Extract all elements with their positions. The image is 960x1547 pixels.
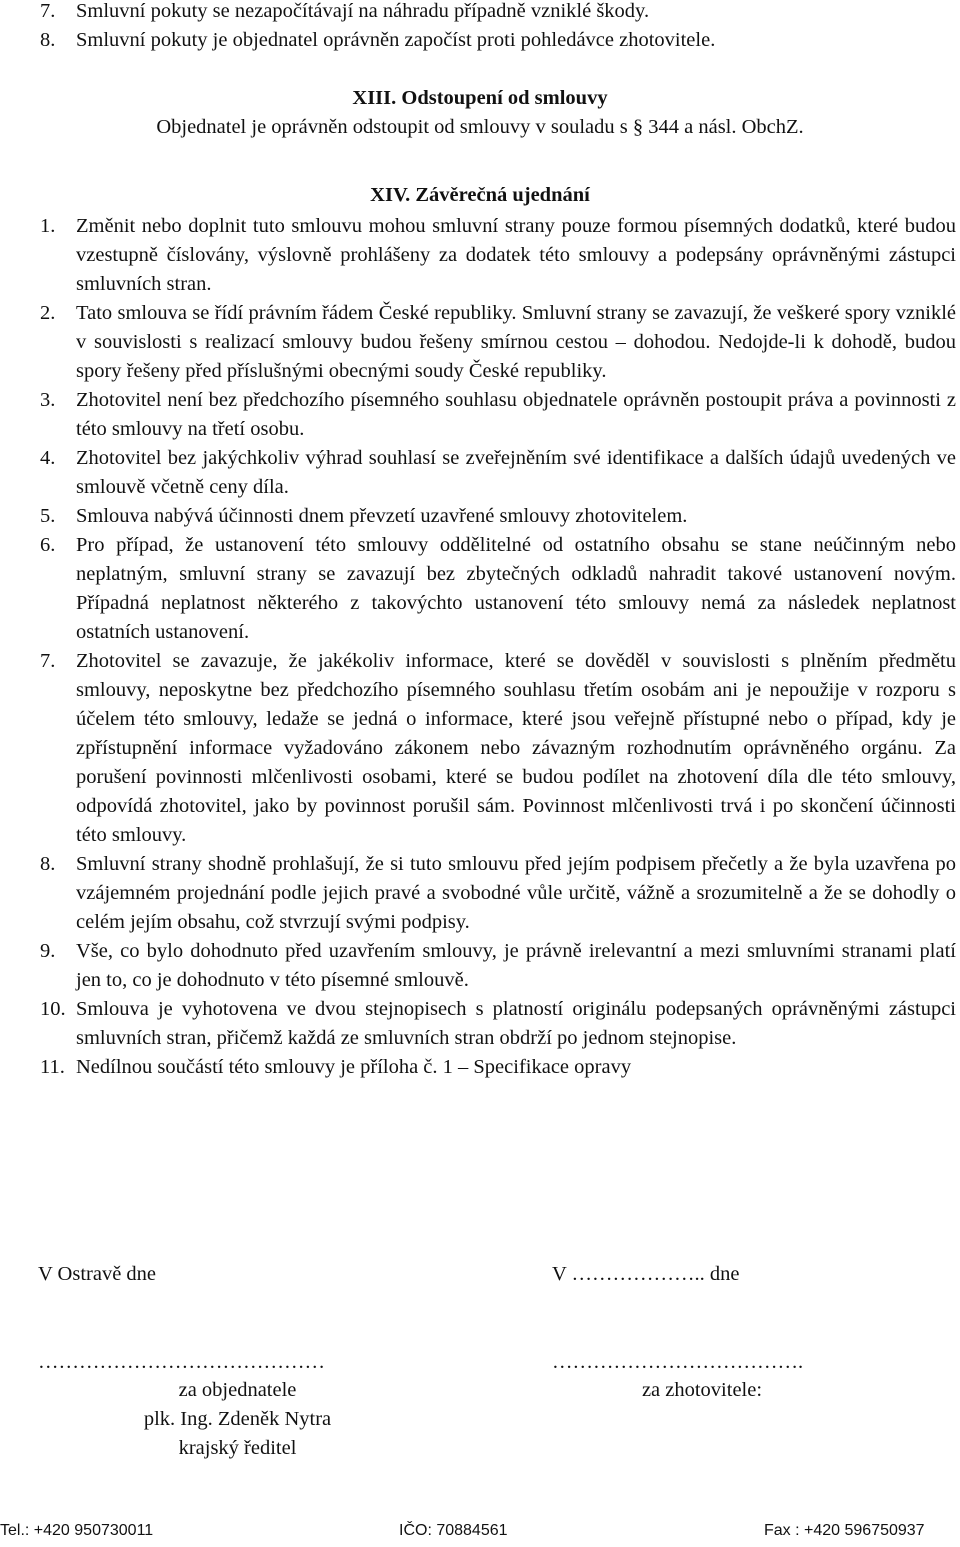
list-item (40, 995, 956, 1053)
item-number: 3. (40, 389, 56, 411)
item-text: Vše, co bylo dohodnuto před uzavřením smlouvy, je právně irelevantní a mezi smluvními stranami platí jen to, co je dohodnuto v této písemné smlouvě. (76, 940, 956, 991)
left-signature-line: …………………………………… (38, 1351, 325, 1373)
item-number: 8. (40, 853, 56, 875)
list-item (40, 937, 956, 995)
item-text: Tato smlouva se řídí právním řádem České republiky. Smluvní strany se zavazují, že veškeré spory vzniklé v souvislosti s realizací smlouvy budou řešeny smírnou cestou – dohodou. Nedojde-li k dohodě, budou spory řešeny před příslušnými obecnými soudy České republiky. (76, 302, 956, 382)
item-text: Nedílnou součástí této smlouvy je příloha č. 1 – Specifikace opravy (76, 1056, 632, 1078)
list-item (40, 1053, 956, 1082)
item-text: Změnit nebo doplnit tuto smlouvu mohou smluvní strany pouze formou písemných dodatků, které budou vzestupně číslovány, výslovně prohlášeny za dodatek této smlouvy a podepsány oprávněnými zástupci smluvních stran. (76, 215, 956, 295)
list-item (40, 444, 956, 502)
item-text: Smlouva nabývá účinnosti dnem převzetí uzavřené smlouvy zhotovitelem. (76, 505, 688, 527)
item-text: Pro případ, že ustanovení této smlouvy oddělitelné od ostatního obsahu se stane neúčinným nebo neplatným, smluvní strany se zavazují bez zbytečných odkladů nahradit takové ustanovení novým. Případná neplatnost některého z takovýchto ustanovení této smlouvy nemá za následek neplatnost ostatních ustanovení. (76, 534, 956, 643)
item-number: 9. (40, 940, 56, 962)
left-role: za objednatele (178, 1379, 297, 1401)
right-signature-line: ………………………………. (552, 1351, 804, 1373)
list-item (40, 26, 956, 55)
left-place-date: V Ostravě dne (38, 1263, 157, 1285)
right-place-date: V ……………….. dne (552, 1263, 740, 1285)
item-number: 10. (40, 998, 66, 1020)
right-role: za zhotovitele: (641, 1379, 763, 1401)
item-number: 4. (40, 447, 56, 469)
penalties-list (40, 0, 956, 55)
footer-phone: Tel.: +420 950730011 (0, 1522, 154, 1539)
list-item (40, 647, 956, 850)
item-text: Smlouva je vyhotovena ve dvou stejnopisech s platností originálu podepsaných oprávněnými zástupci smluvních stran, přičemž každá ze smluvních stran obdrží po jednom stejnopise. (76, 998, 956, 1049)
footer-ico: IČO: 70884561 (399, 1522, 508, 1539)
list-item (40, 212, 956, 299)
item-number: 7. (40, 650, 56, 672)
item-number: 11. (40, 1056, 65, 1078)
final-provisions-list (40, 212, 956, 1082)
item-number: 5. (40, 505, 56, 527)
item-text: Smluvní strany shodně prohlašují, že si tuto smlouvu před jejím podpisem přečetly a že byla uzavřena po vzájemném projednání podle jejich pravé a svobodné vůle určitě, vážně a srozumitelně a že se dohodly o celém jejím obsahu, což stvrzují svými podpisy. (76, 853, 956, 933)
list-item (40, 502, 956, 531)
item-number: 7. (40, 0, 56, 22)
item-text: Zhotovitel se zavazuje, že jakékoliv informace, které se dověděl v souvislosti s plněním předmětu smlouvy, neposkytne bez předchozího písemného souhlasu třetím osobám ani je nepoužije v rozporu s účelem této smlouvy, ledaže se jedná o informace, které jsou veřejně přístupné nebo o případ, kdy je zpřístupnění informace vyžadováno zákonem nebo závazným rozhodnutím oprávněného orgánu. Za porušení povinnosti mlčenlivosti osobami, které se budou podílet na zhotovení díla dle této smlouvy, odpovídá zhotovitel, jako by povinnost porušil sám. Povinnost mlčenlivosti trvá i po skončení účinnosti této smlouvy. (76, 650, 956, 846)
item-text: Zhotovitel není bez předchozího písemného souhlasu objednatele oprávněn postoupit práva a povinnosti z této smlouvy na třetí osobu. (76, 389, 956, 440)
footer-fax: Fax : +420 596750937 (764, 1522, 925, 1539)
list-item (40, 0, 956, 26)
item-text: Smluvní pokuty je objednatel oprávněn započíst proti pohledávce zhotovitele. (76, 29, 716, 51)
section-13-heading: XIII. Odstoupení od smlouvy (352, 87, 608, 109)
list-item (40, 386, 956, 444)
item-text: Smluvní pokuty se nezapočítávají na náhradu případně vzniklé škody. (76, 0, 650, 22)
item-number: 2. (40, 302, 56, 324)
list-item (40, 531, 956, 647)
signatory-title: krajský ředitel (178, 1437, 297, 1459)
list-item (40, 299, 956, 386)
section-14-heading: XIV. Závěrečná ujednání (370, 184, 590, 206)
signatory-name: plk. Ing. Zdeněk Nytra (143, 1408, 332, 1430)
item-number: 8. (40, 29, 56, 51)
item-number: 6. (40, 534, 56, 556)
list-item (40, 850, 956, 937)
item-text: Zhotovitel bez jakýchkoliv výhrad souhlasí se zveřejněním své identifikace a dalších údajů uvedených ve smlouvě včetně ceny díla. (76, 447, 956, 498)
item-number: 1. (40, 215, 56, 237)
section-13-text: Objednatel je oprávněn odstoupit od smlouvy v souladu s § 344 a násl. ObchZ. (156, 116, 804, 138)
